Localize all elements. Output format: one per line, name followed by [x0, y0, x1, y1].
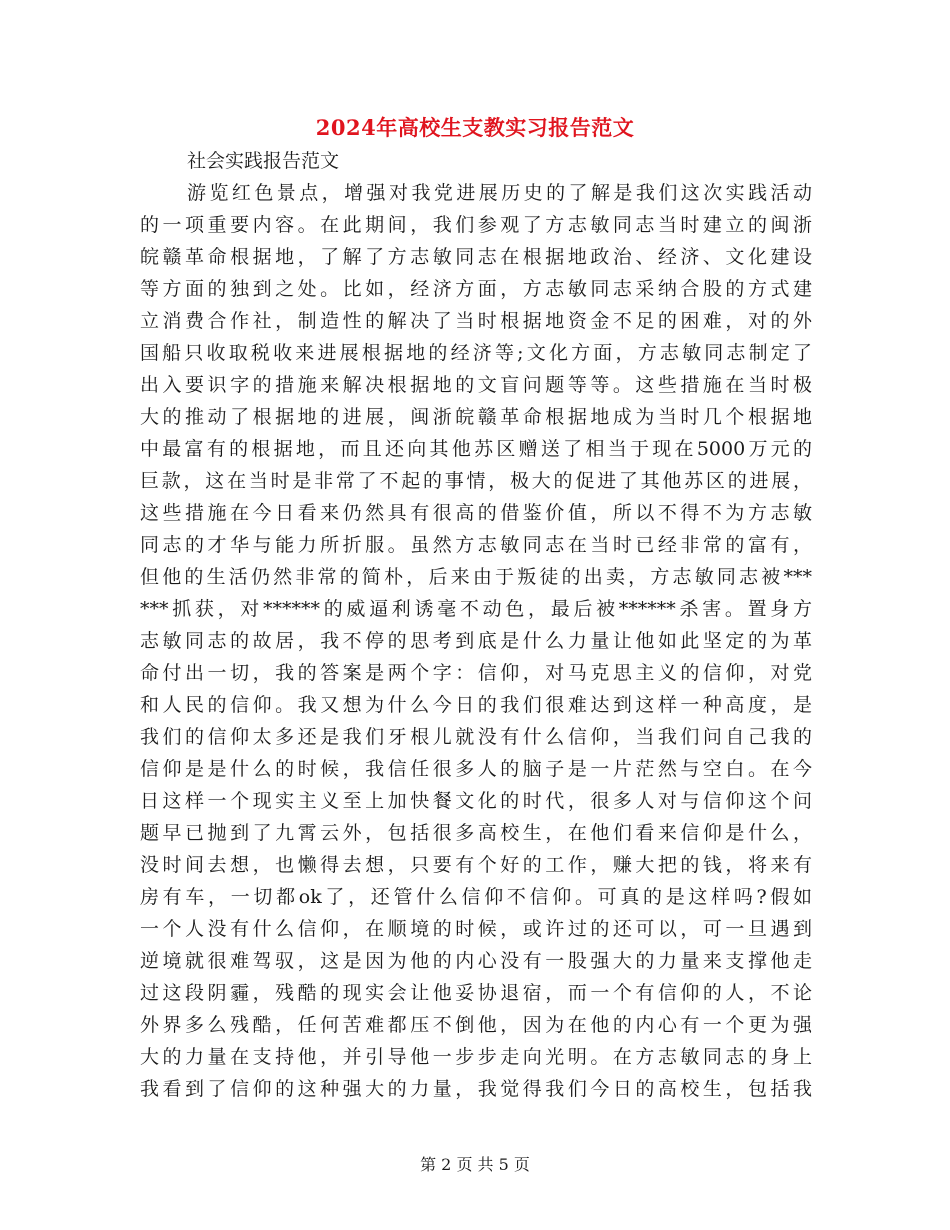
paragraph-line: 同志的才华与能力所折服。虽然方志敏同志在当时已经非常的富有，	[140, 534, 812, 556]
paragraph-line: 皖赣革命根据地，了解了方志敏同志在根据地政治、经济、文化建设	[140, 246, 812, 268]
paragraph-line: 我们的信仰太多还是我们牙根儿就没有什么信仰，当我们问自己我的	[140, 726, 812, 748]
paragraph-line: 立消费合作社，制造性的解决了当时根据地资金不足的困难，对的外	[140, 310, 812, 332]
paragraph-line: 信仰是是什么的时候，我信任很多人的脑子是一片茫然与空白。在今	[140, 758, 812, 780]
document-body	[140, 145, 812, 1105]
paragraph-line: 的一项重要内容。在此期间，我们参观了方志敏同志当时建立的闽浙	[140, 214, 812, 236]
paragraph-line: 大的力量在支持他，并引导他一步步走向光明。在方志敏同志的身上	[140, 1046, 812, 1068]
paragraph-line: 等方面的独到之处。比如，经济方面，方志敏同志采纳合股的方式建	[140, 278, 812, 300]
paragraph-line: 命付出一切，我的答案是两个字：信仰，对马克思主义的信仰，对党	[140, 662, 812, 684]
paragraph-line: 国船只收取税收来进展根据地的经济等;文化方面，方志敏同志制定了	[140, 342, 812, 364]
paragraph-line: 外界多么残酷，任何苦难都压不倒他，因为在他的内心有一个更为强	[140, 1014, 812, 1036]
page-number: 第 2 页 共 5 页	[420, 1155, 530, 1174]
paragraph-line: 和人民的信仰。我又想为什么今日的我们很难达到这样一种高度，是	[140, 694, 812, 716]
paragraph-line: 日这样一个现实主义至上加快餐文化的时代，很多人对与信仰这个问	[140, 790, 812, 812]
paragraph-line: 题早已抛到了九霄云外，包括很多高校生，在他们看来信仰是什么，	[140, 822, 812, 844]
paragraph-line: 巨款，这在当时是非常了不起的事情，极大的促进了其他苏区的进展，	[140, 470, 812, 492]
document-subtitle: 社会实践报告范文	[187, 150, 340, 172]
paragraph-line: 一个人没有什么信仰，在顺境的时候，或许过的还可以，可一旦遇到	[140, 918, 812, 940]
paragraph-line: 但他的生活仍然非常的简朴，后来由于叛徒的出卖，方志敏同志被***	[140, 566, 812, 588]
paragraph-line: 出入要识字的措施来解决根据地的文盲问题等等。这些措施在当时极	[140, 374, 812, 396]
paragraph-line: 中最富有的根据地，而且还向其他苏区赠送了相当于现在5000万元的	[140, 438, 812, 460]
paragraph-line: 这些措施在今日看来仍然具有很高的借鉴价值，所以不得不为方志敏	[140, 502, 812, 524]
paragraph-line: 游览红色景点，增强对我党进展历史的了解是我们这次实践活动	[187, 182, 812, 204]
paragraph-line: 过这段阴霾，残酷的现实会让他妥协退宿，而一个有信仰的人，不论	[140, 982, 812, 1004]
paragraph-line: 没时间去想，也懒得去想，只要有个好的工作，赚大把的钱，将来有	[140, 854, 812, 876]
paragraph-line: 我看到了信仰的这种强大的力量，我觉得我们今日的高校生，包括我	[140, 1078, 812, 1100]
paragraph-line: 大的推动了根据地的进展，闽浙皖赣革命根据地成为当时几个根据地	[140, 406, 812, 428]
paragraph-line: 房有车，一切都ok了，还管什么信仰不信仰。可真的是这样吗?假如	[140, 886, 812, 908]
paragraph-line: ***抓获，对******的威逼利诱毫不动色，最后被******杀害。置身方	[140, 598, 812, 620]
paragraph-line: 志敏同志的故居，我不停的思考到底是什么力量让他如此坚定的为革	[140, 630, 812, 652]
document-title: 2024年高校生支教实习报告范文	[315, 115, 635, 140]
paragraph-line: 逆境就很难驾驭，这是因为他的内心没有一股强大的力量来支撑他走	[140, 950, 812, 972]
